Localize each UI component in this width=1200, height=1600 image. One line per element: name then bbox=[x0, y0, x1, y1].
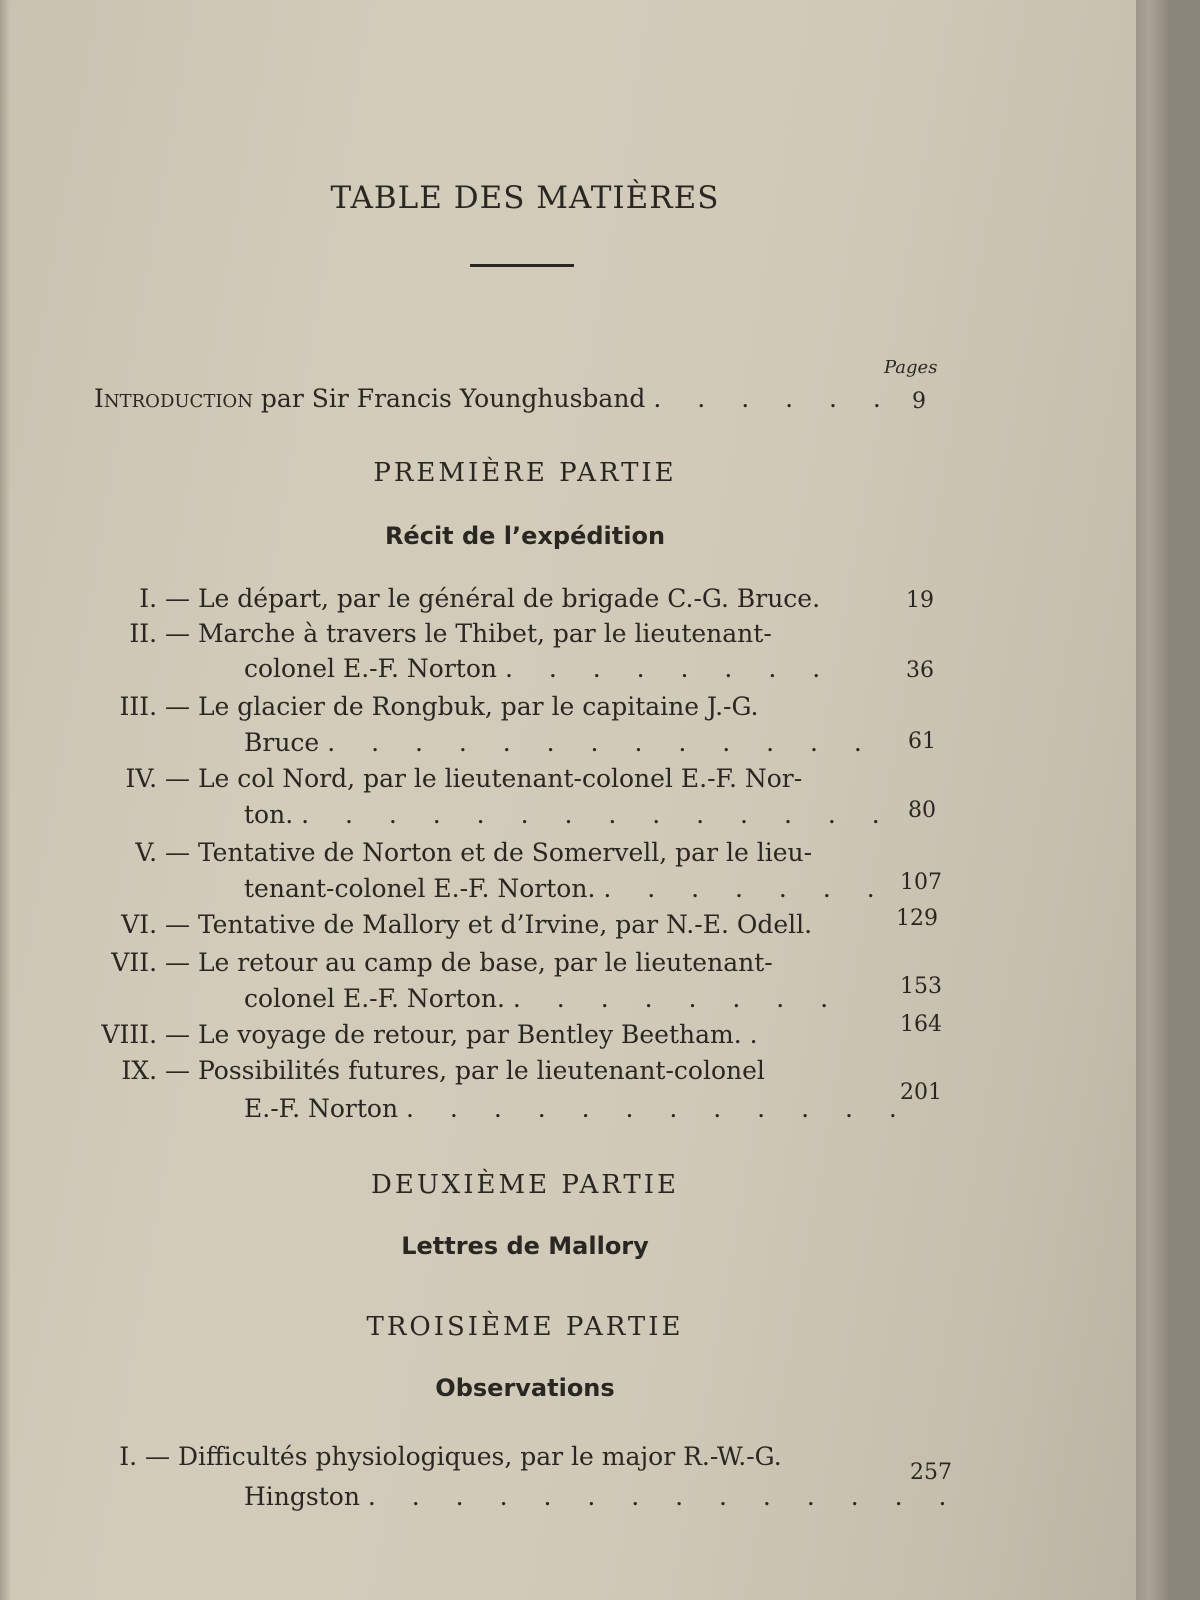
chapter-page: 80 bbox=[908, 798, 936, 823]
chapter-entry bbox=[0, 582, 820, 616]
chapter-number: VI. — bbox=[121, 910, 190, 939]
chapter-title-continued bbox=[244, 798, 894, 832]
chapter-title: Le glacier de Rongbuk, par le capitaine J.-G. bbox=[197, 692, 759, 721]
introduction-page: 9 bbox=[912, 389, 926, 414]
introduction-dots: . . . . . . bbox=[653, 384, 895, 413]
leader-dots: . . . . . . . . bbox=[512, 984, 843, 1013]
chapter-title: Le col Nord, par le lieutenant-colonel E.-F. Nor- bbox=[197, 764, 803, 793]
chapter-entry bbox=[0, 690, 759, 724]
leader-dots: . . . . . . . . . . . . . . bbox=[367, 1482, 961, 1511]
chapter-title-line2: ton. bbox=[244, 800, 294, 829]
chapter-number: IX. — bbox=[121, 1056, 190, 1085]
chapter-title-continued bbox=[244, 726, 876, 760]
chapter-title-line2: colonel E.-F. Norton. bbox=[244, 984, 505, 1013]
chapter-title-continued bbox=[244, 982, 842, 1016]
chapter-number: III. — bbox=[119, 692, 190, 721]
part2-heading: DEUXIÈME PARTIE bbox=[371, 1170, 679, 1200]
part1-heading: PREMIÈRE PARTIE bbox=[373, 458, 677, 488]
chapter-entry bbox=[0, 1440, 782, 1474]
chapter-page: 107 bbox=[900, 870, 942, 895]
chapter-entry bbox=[0, 946, 773, 980]
chapter-page: 19 bbox=[906, 588, 934, 613]
chapter-title-continued bbox=[244, 872, 889, 906]
chapter-title-continued bbox=[244, 652, 834, 686]
page-title: TABLE DES MATIÈRES bbox=[330, 180, 720, 216]
chapter-title: Marche à travers le Thibet, par le lieutenant- bbox=[197, 619, 772, 648]
page-stack-edge bbox=[1136, 0, 1168, 1600]
chapter-title: Possibilités futures, par le lieutenant-colonel bbox=[197, 1056, 765, 1085]
part3-subtitle: Observations bbox=[435, 1374, 615, 1402]
chapter-title-line2: E.-F. Norton bbox=[244, 1094, 399, 1123]
introduction-text: par Sir Francis Younghusband bbox=[260, 384, 646, 413]
part3-heading: TROISIÈME PARTIE bbox=[366, 1312, 684, 1342]
chapter-title: Le départ, par le général de brigade C.-G. Bruce. bbox=[197, 584, 821, 613]
leader-dots: . . . . . . . . . . . . bbox=[406, 1094, 911, 1123]
title-rule bbox=[470, 264, 574, 267]
chapter-title: Tentative de Mallory et d’Irvine, par N.-E. Odell. bbox=[197, 910, 813, 939]
chapter-title: Le retour au camp de base, par le lieutenant- bbox=[197, 948, 773, 977]
chapter-number: V. — bbox=[135, 838, 190, 867]
chapter-title: Tentative de Norton et de Somervell, par le lieu- bbox=[197, 838, 813, 867]
chapter-number: VII. — bbox=[111, 948, 190, 977]
chapter-title-continued bbox=[244, 1092, 911, 1126]
chapter-entry bbox=[0, 836, 812, 870]
chapter-page: 201 bbox=[900, 1080, 942, 1105]
part2-subtitle: Lettres de Mallory bbox=[401, 1232, 649, 1260]
chapter-page: 164 bbox=[900, 1012, 942, 1037]
chapter-title-line2: tenant-colonel E.-F. Norton. bbox=[244, 874, 596, 903]
chapter-title: Difficultés physiologiques, par le major R.-W.-G. bbox=[177, 1442, 782, 1471]
chapter-entry bbox=[0, 617, 772, 651]
chapter-number: I. — bbox=[119, 1442, 170, 1471]
chapter-title-line2: Bruce bbox=[244, 728, 320, 757]
chapter-entry bbox=[0, 762, 802, 796]
chapter-number: VIII. — bbox=[101, 1020, 190, 1049]
chapter-title: Le voyage de retour, par Bentley Beetham. . bbox=[197, 1020, 758, 1049]
page-left-edge bbox=[0, 0, 10, 1600]
chapter-title-continued bbox=[244, 1480, 960, 1514]
chapter-title-line2: colonel E.-F. Norton bbox=[244, 654, 498, 683]
chapter-number: II. — bbox=[129, 619, 190, 648]
leader-dots: . . . . . . . . bbox=[504, 654, 835, 683]
chapter-page: 257 bbox=[910, 1460, 952, 1485]
chapter-page: 153 bbox=[900, 974, 942, 999]
chapter-entry bbox=[0, 1018, 758, 1052]
introduction-entry bbox=[94, 382, 895, 416]
chapter-number: IV. — bbox=[125, 764, 190, 793]
introduction-label: Introduction bbox=[94, 384, 253, 413]
leader-dots: . . . . . . . . . . . . . bbox=[327, 728, 876, 757]
chapter-page: 61 bbox=[908, 729, 936, 754]
pages-column-label: Pages bbox=[884, 357, 938, 378]
chapter-number: I. — bbox=[139, 584, 190, 613]
chapter-page: 129 bbox=[896, 906, 938, 931]
leader-dots: . . . . . . . . . . . . . . bbox=[301, 800, 894, 829]
leader-dots: . . . . . . . bbox=[603, 874, 889, 903]
part1-subtitle: Récit de l’expédition bbox=[384, 522, 666, 550]
chapter-entry bbox=[0, 908, 812, 942]
chapter-title-line2: Hingston bbox=[244, 1482, 360, 1511]
chapter-entry bbox=[0, 1054, 765, 1088]
chapter-page: 36 bbox=[906, 658, 934, 683]
